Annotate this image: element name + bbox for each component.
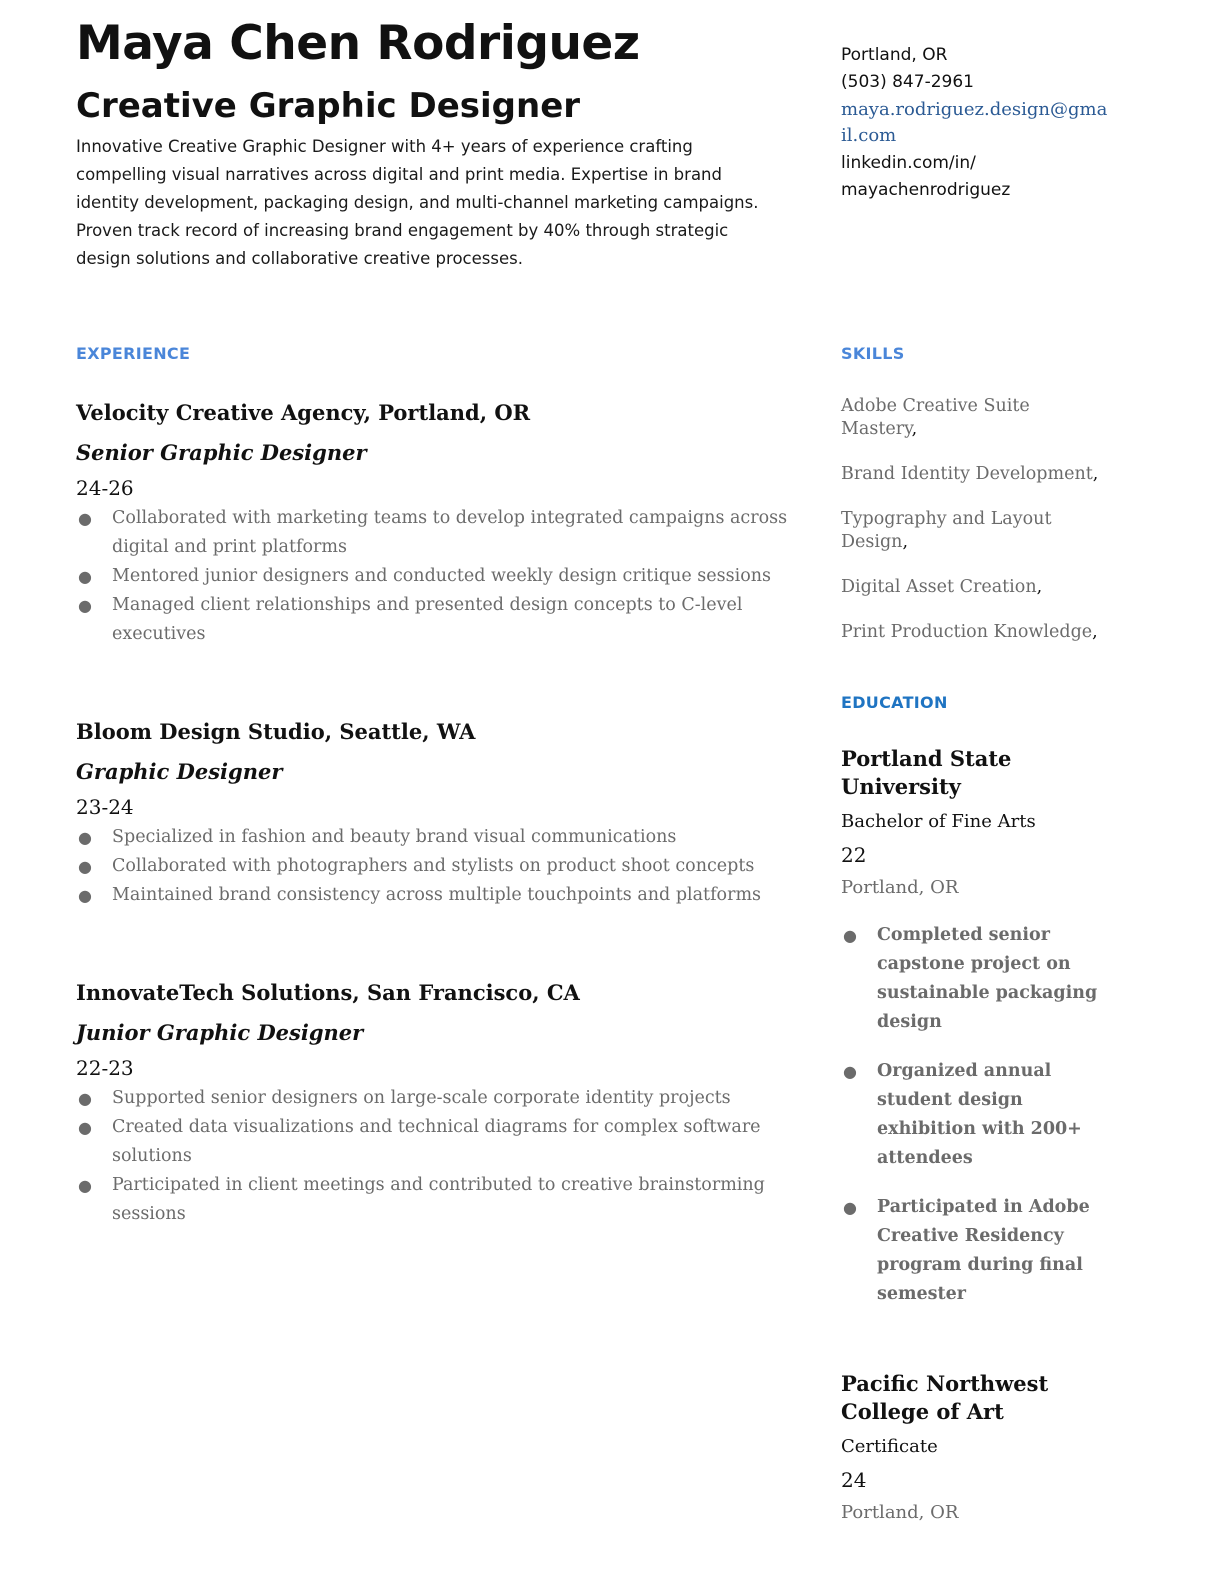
bullet-icon: ● [78, 1118, 92, 1137]
bullet-icon: ● [78, 567, 92, 586]
contact-phone: (503) 847-2961 [841, 72, 974, 92]
education-heading: EDUCATION [841, 693, 948, 712]
job-bullet-text: Supported senior designers on large-scale corporate identity projects [112, 1088, 731, 1108]
job-bullet-text: Collaborated with photographers and stylists on product shoot concepts [112, 856, 755, 876]
education-bullet-text: Participated in Adobe Creative Residency program during final semester [877, 1197, 1090, 1304]
job-dates: 23-24 [76, 795, 134, 819]
education-bullet [841, 1193, 1117, 1309]
job-bullet [76, 1113, 796, 1171]
education-year: 24 [841, 1468, 867, 1492]
skill-label: Brand Identity Development [841, 464, 1093, 484]
education-entry [841, 745, 1121, 1329]
bullet-icon: ● [843, 1198, 857, 1217]
job-bullet-text: Maintained brand consistency across multiple touchpoints and platforms [112, 885, 762, 905]
contact-email-link[interactable]: maya.rodriguez.design@gmail.com [841, 99, 1108, 146]
job-title: Graphic Designer [76, 759, 283, 784]
bullet-icon: ● [78, 1089, 92, 1108]
job-bullet [76, 881, 796, 910]
education-degree: Bachelor of Fine Arts [841, 811, 1036, 832]
education-bullet [841, 921, 1117, 1037]
education-bullet-list [841, 921, 1121, 1309]
job-bullet-list [76, 504, 796, 649]
contact-linkedin: linkedin.com/in/ mayachenrodriguez [841, 153, 1011, 200]
job-dates: 24-26 [76, 476, 134, 500]
bullet-icon: ● [78, 857, 92, 876]
skill-separator: , [1092, 622, 1098, 642]
skill-item [841, 463, 1111, 486]
bullet-icon: ● [78, 1176, 92, 1195]
experience-entry [76, 978, 796, 1229]
job-bullet-text: Collaborated with marketing teams to develop integrated campaigns across digital and print platforms [112, 508, 788, 557]
education-location: Portland, OR [841, 877, 959, 898]
job-bullet-text: Mentored junior designers and conducted weekly design critique sessions [112, 566, 771, 586]
skill-item [841, 576, 1111, 599]
experience-heading: EXPERIENCE [76, 344, 191, 363]
job-title: Senior Graphic Designer [76, 440, 367, 465]
skills-list [841, 395, 1141, 666]
skill-item [841, 508, 1056, 554]
skill-separator: , [1036, 577, 1043, 597]
job-title: Junior Graphic Designer [76, 1020, 364, 1045]
candidate-headline: Creative Graphic Designer [76, 86, 581, 126]
bullet-icon: ● [78, 596, 92, 615]
professional-summary: Innovative Creative Graphic Designer with 4+ years of experience crafting compelling visual narratives across digital and print media. Expertise in brand identity development, packaging design, and multi-channel marketing campaigns. Proven track record of increasing brand engagement by 40% through strategic design solutions and collaborative creative processes. [76, 137, 759, 268]
bullet-icon: ● [843, 1062, 857, 1081]
skill-separator: , [911, 419, 918, 439]
job-bullet-text: Specialized in fashion and beauty brand visual communications [112, 827, 677, 847]
job-company: Velocity Creative Agency, Portland, OR [76, 400, 531, 425]
skill-label: Typography and Layout Design [841, 509, 1052, 552]
job-company: Bloom Design Studio, Seattle, WA [76, 719, 476, 744]
bullet-icon: ● [843, 926, 857, 945]
job-bullet [76, 852, 796, 881]
education-entry [841, 1370, 1121, 1526]
job-bullet [76, 1084, 796, 1113]
skill-separator: , [902, 532, 909, 552]
job-company: InnovateTech Solutions, San Francisco, CA [76, 980, 580, 1005]
job-bullet [76, 591, 796, 649]
candidate-name: Maya Chen Rodriguez [76, 16, 640, 71]
bullet-icon: ● [78, 828, 92, 847]
job-bullet [76, 1171, 796, 1229]
skill-item [841, 395, 1111, 441]
skill-separator: , [1092, 464, 1099, 484]
experience-entry [76, 717, 796, 910]
job-bullet-text: Created data visualizations and technical diagrams for complex software solutions [112, 1117, 761, 1166]
job-dates: 22-23 [76, 1056, 134, 1080]
skill-label: Print Production Knowledge [841, 622, 1093, 642]
job-bullet [76, 504, 796, 562]
skill-label: Digital Asset Creation [841, 577, 1037, 597]
skill-label: Adobe Creative Suite Mastery [841, 396, 1030, 439]
education-school: Pacific Northwest College of Art [841, 1371, 1049, 1424]
education-location: Portland, OR [841, 1502, 959, 1523]
skill-item [841, 621, 1111, 644]
contact-info [841, 42, 1111, 204]
education-bullet-text: Organized annual student design exhibition with 200+ attendees [877, 1061, 1082, 1168]
job-bullet [76, 562, 796, 591]
bullet-icon: ● [78, 886, 92, 905]
job-bullet-text: Managed client relationships and presented design concepts to C-level executives [112, 595, 743, 644]
job-bullet-list [76, 823, 796, 910]
bullet-icon: ● [78, 509, 92, 528]
education-bullet-text: Completed senior capstone project on sustainable packaging design [877, 925, 1098, 1032]
skills-heading: SKILLS [841, 344, 905, 363]
experience-entry [76, 398, 796, 649]
contact-location: Portland, OR [841, 45, 948, 65]
education-degree: Certificate [841, 1436, 938, 1457]
education-school: Portland State University [841, 746, 1012, 799]
job-bullet [76, 823, 796, 852]
job-bullet-list [76, 1084, 796, 1229]
job-bullet-text: Participated in client meetings and contributed to creative brainstorming sessions [112, 1175, 765, 1224]
education-year: 22 [841, 843, 867, 867]
education-bullet [841, 1057, 1117, 1173]
